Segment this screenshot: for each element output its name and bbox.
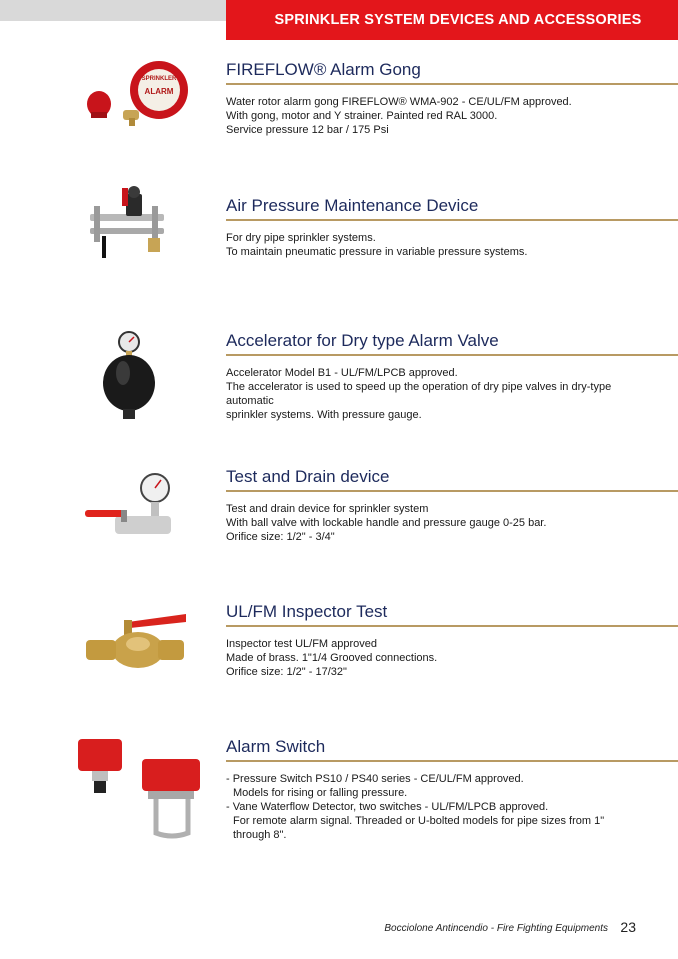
test-drain-device-image [85,470,175,542]
description-line: Orifice size: 1/2" - 17/32" [226,666,347,678]
air-pressure-device-image [86,184,168,264]
section-title: Alarm Switch [226,737,326,756]
alarm-switch-image [76,737,204,839]
description-line: With ball valve with lockable handle and pressure gauge 0-25 bar. [226,517,547,529]
section-divider [226,625,678,627]
section-title: Test and Drain device [226,467,390,486]
accelerator-image [101,331,157,423]
page-footer [0,918,678,940]
description-line: For dry pipe sprinkler systems. [226,232,376,244]
description-line: automatic [226,395,274,407]
description-line: Inspector test UL/FM approved [226,638,378,650]
description-line: For remote alarm signal. Threaded or U-bolted models for pipe sizes from 1" [233,815,605,827]
description-line: sprinkler systems. With pressure gauge. [226,409,422,421]
description-line: - Vane Waterflow Detector, two switches - UL/FM/LPCB approved. [226,801,549,813]
description-line: Water rotor alarm gong FIREFLOW® WMA-902 - CE/UL/FM approved. [226,96,572,108]
description-line: Models for rising or falling pressure. [233,787,408,799]
description-line: - Pressure Switch PS10 / PS40 series - CE/UL/FM approved. [226,773,524,785]
section-divider [226,219,678,221]
section-title: FIREFLOW® Alarm Gong [226,60,421,79]
description-line: Accelerator Model B1 - UL/FM/LPCB approved. [226,367,458,379]
section-divider [226,354,678,356]
description-line: Service pressure 12 bar / 175 Psi [226,124,389,136]
section-description [226,95,666,137]
header-grey-bar [0,0,226,21]
section-description [226,231,666,259]
description-line: To maintain pneumatic pressure in variable pressure systems. [226,246,528,258]
description-line: Orifice size: 1/2" - 3/4" [226,531,335,543]
header-banner [226,0,678,40]
svg-text:SPRINKLER: SPRINKLER [141,76,177,82]
description-line: Made of brass. 1"1/4 Grooved connections. [226,652,438,664]
section-description [226,502,666,544]
header-banner-text: SPRINKLER SYSTEM DEVICES AND ACCESSORIES [274,12,642,28]
alarm-gong-image [85,60,195,132]
section-description [226,366,666,422]
page-number: 23 [620,919,636,935]
description-line: through 8". [233,829,287,841]
description-line: The accelerator is used to speed up the operation of dry pipe valves in dry-type [226,381,612,393]
section-divider [226,83,678,85]
description-line: Test and drain device for sprinkler system [226,503,429,515]
section-description [226,772,666,842]
section-description [226,637,666,679]
section-divider [226,490,678,492]
inspector-test-image [86,610,188,674]
section-title: UL/FM Inspector Test [226,602,388,621]
description-line: With gong, motor and Y strainer. Painted red RAL 3000. [226,110,498,122]
section-divider [226,760,678,762]
svg-text:ALARM: ALARM [144,87,174,96]
footer-text: Bocciolone Antincendio - Fire Fighting Equipments [384,923,608,934]
section-title: Accelerator for Dry type Alarm Valve [226,331,499,350]
section-title: Air Pressure Maintenance Device [226,196,479,215]
